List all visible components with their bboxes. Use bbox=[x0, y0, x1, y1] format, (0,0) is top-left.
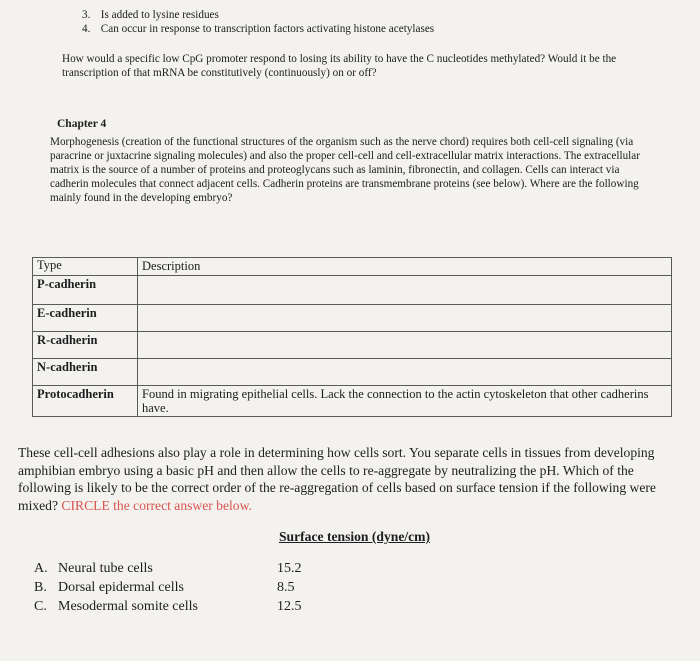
numbered-list bbox=[82, 8, 434, 36]
cadherin-type: Protocadherin bbox=[33, 386, 138, 417]
cadherin-type: P-cadherin bbox=[33, 276, 138, 305]
surface-tension-header: Surface tension (dyne/cm) bbox=[279, 529, 431, 544]
surface-tension-value: 8.5 bbox=[277, 580, 295, 595]
list-item bbox=[82, 22, 434, 36]
cadherin-type: R-cadherin bbox=[33, 332, 138, 359]
cadherin-type: E-cadherin bbox=[33, 305, 138, 332]
table-row bbox=[33, 332, 672, 359]
answer-options bbox=[34, 559, 198, 616]
list-item-text: Is added to lysine residues bbox=[100, 9, 219, 21]
description-cell[interactable] bbox=[138, 332, 672, 359]
methylation-question: How would a specific low CpG promoter respond to losing its ability to have the C nucleotides methylated? Would it be the transcription of that mRNA be constitutively (continuously) on or off? bbox=[62, 53, 617, 79]
table-header-row bbox=[33, 258, 672, 276]
sorting-paragraph: These cell-cell adhesions also play a role in determining how cells sort. You separate cells in tissues from developing amphibian embryo using a basic pH and then allow the cells to re-aggregate by neutralizing the pH. Which of the following is likely to be the correct order of the re-aggregation of cells based on surface tension if the following were mixed? bbox=[18, 445, 656, 513]
table-row bbox=[33, 305, 672, 332]
sorting-question bbox=[18, 444, 686, 514]
option-a[interactable] bbox=[34, 559, 198, 578]
option-label: Dorsal epidermal cells bbox=[58, 580, 184, 595]
table-row bbox=[33, 276, 672, 305]
type-header: Type bbox=[37, 258, 62, 272]
surface-tension-values bbox=[277, 559, 302, 616]
description-cell[interactable] bbox=[138, 276, 672, 305]
list-item-number: 3. bbox=[82, 9, 91, 21]
list-item-number: 4. bbox=[82, 23, 91, 35]
description-header: Description bbox=[138, 258, 672, 276]
description-cell: Found in migrating epithelial cells. Lack the connection to the actin cytoskeleton that other cadherins have. bbox=[138, 386, 672, 417]
cadherin-type: N-cadherin bbox=[33, 359, 138, 386]
list-item-text: Can occur in response to transcription factors activating histone acetylases bbox=[100, 23, 435, 35]
option-b[interactable] bbox=[34, 578, 198, 597]
description-cell[interactable] bbox=[138, 359, 672, 386]
table-row bbox=[33, 386, 672, 417]
circle-instruction: CIRCLE the correct answer below. bbox=[61, 497, 252, 513]
option-label: Neural tube cells bbox=[58, 561, 153, 576]
option-label: Mesodermal somite cells bbox=[58, 599, 198, 614]
option-letter: C. bbox=[34, 599, 47, 614]
cadherin-table bbox=[32, 257, 672, 417]
type-header-cell bbox=[33, 258, 138, 276]
option-c[interactable] bbox=[34, 597, 198, 616]
option-letter: B. bbox=[34, 580, 47, 595]
surface-tension-value: 15.2 bbox=[277, 561, 302, 576]
surface-tension-value: 12.5 bbox=[277, 599, 302, 614]
description-cell[interactable] bbox=[138, 305, 672, 332]
chapter-paragraph: Morphogenesis (creation of the functional structures of the organism such as the nerve chord) requires both cell-cell signaling (via paracrine or juxtacrine signaling molecules) and also the proper cell-cell and cell-extracellular matrix interactions. The extracellular matrix is the source of a number of proteins and proteoglycans such as laminin, fibronectin, and collagen. Cells can interact via cadherin molecules that connect adjacent cells. Cadherin proteins are transmembrane proteins (see below). Where are the following mainly found in the developing embryo? bbox=[50, 136, 640, 204]
list-item bbox=[82, 8, 434, 22]
option-letter: A. bbox=[34, 561, 48, 576]
table-row bbox=[33, 359, 672, 386]
chapter-title: Chapter 4 bbox=[57, 118, 107, 130]
